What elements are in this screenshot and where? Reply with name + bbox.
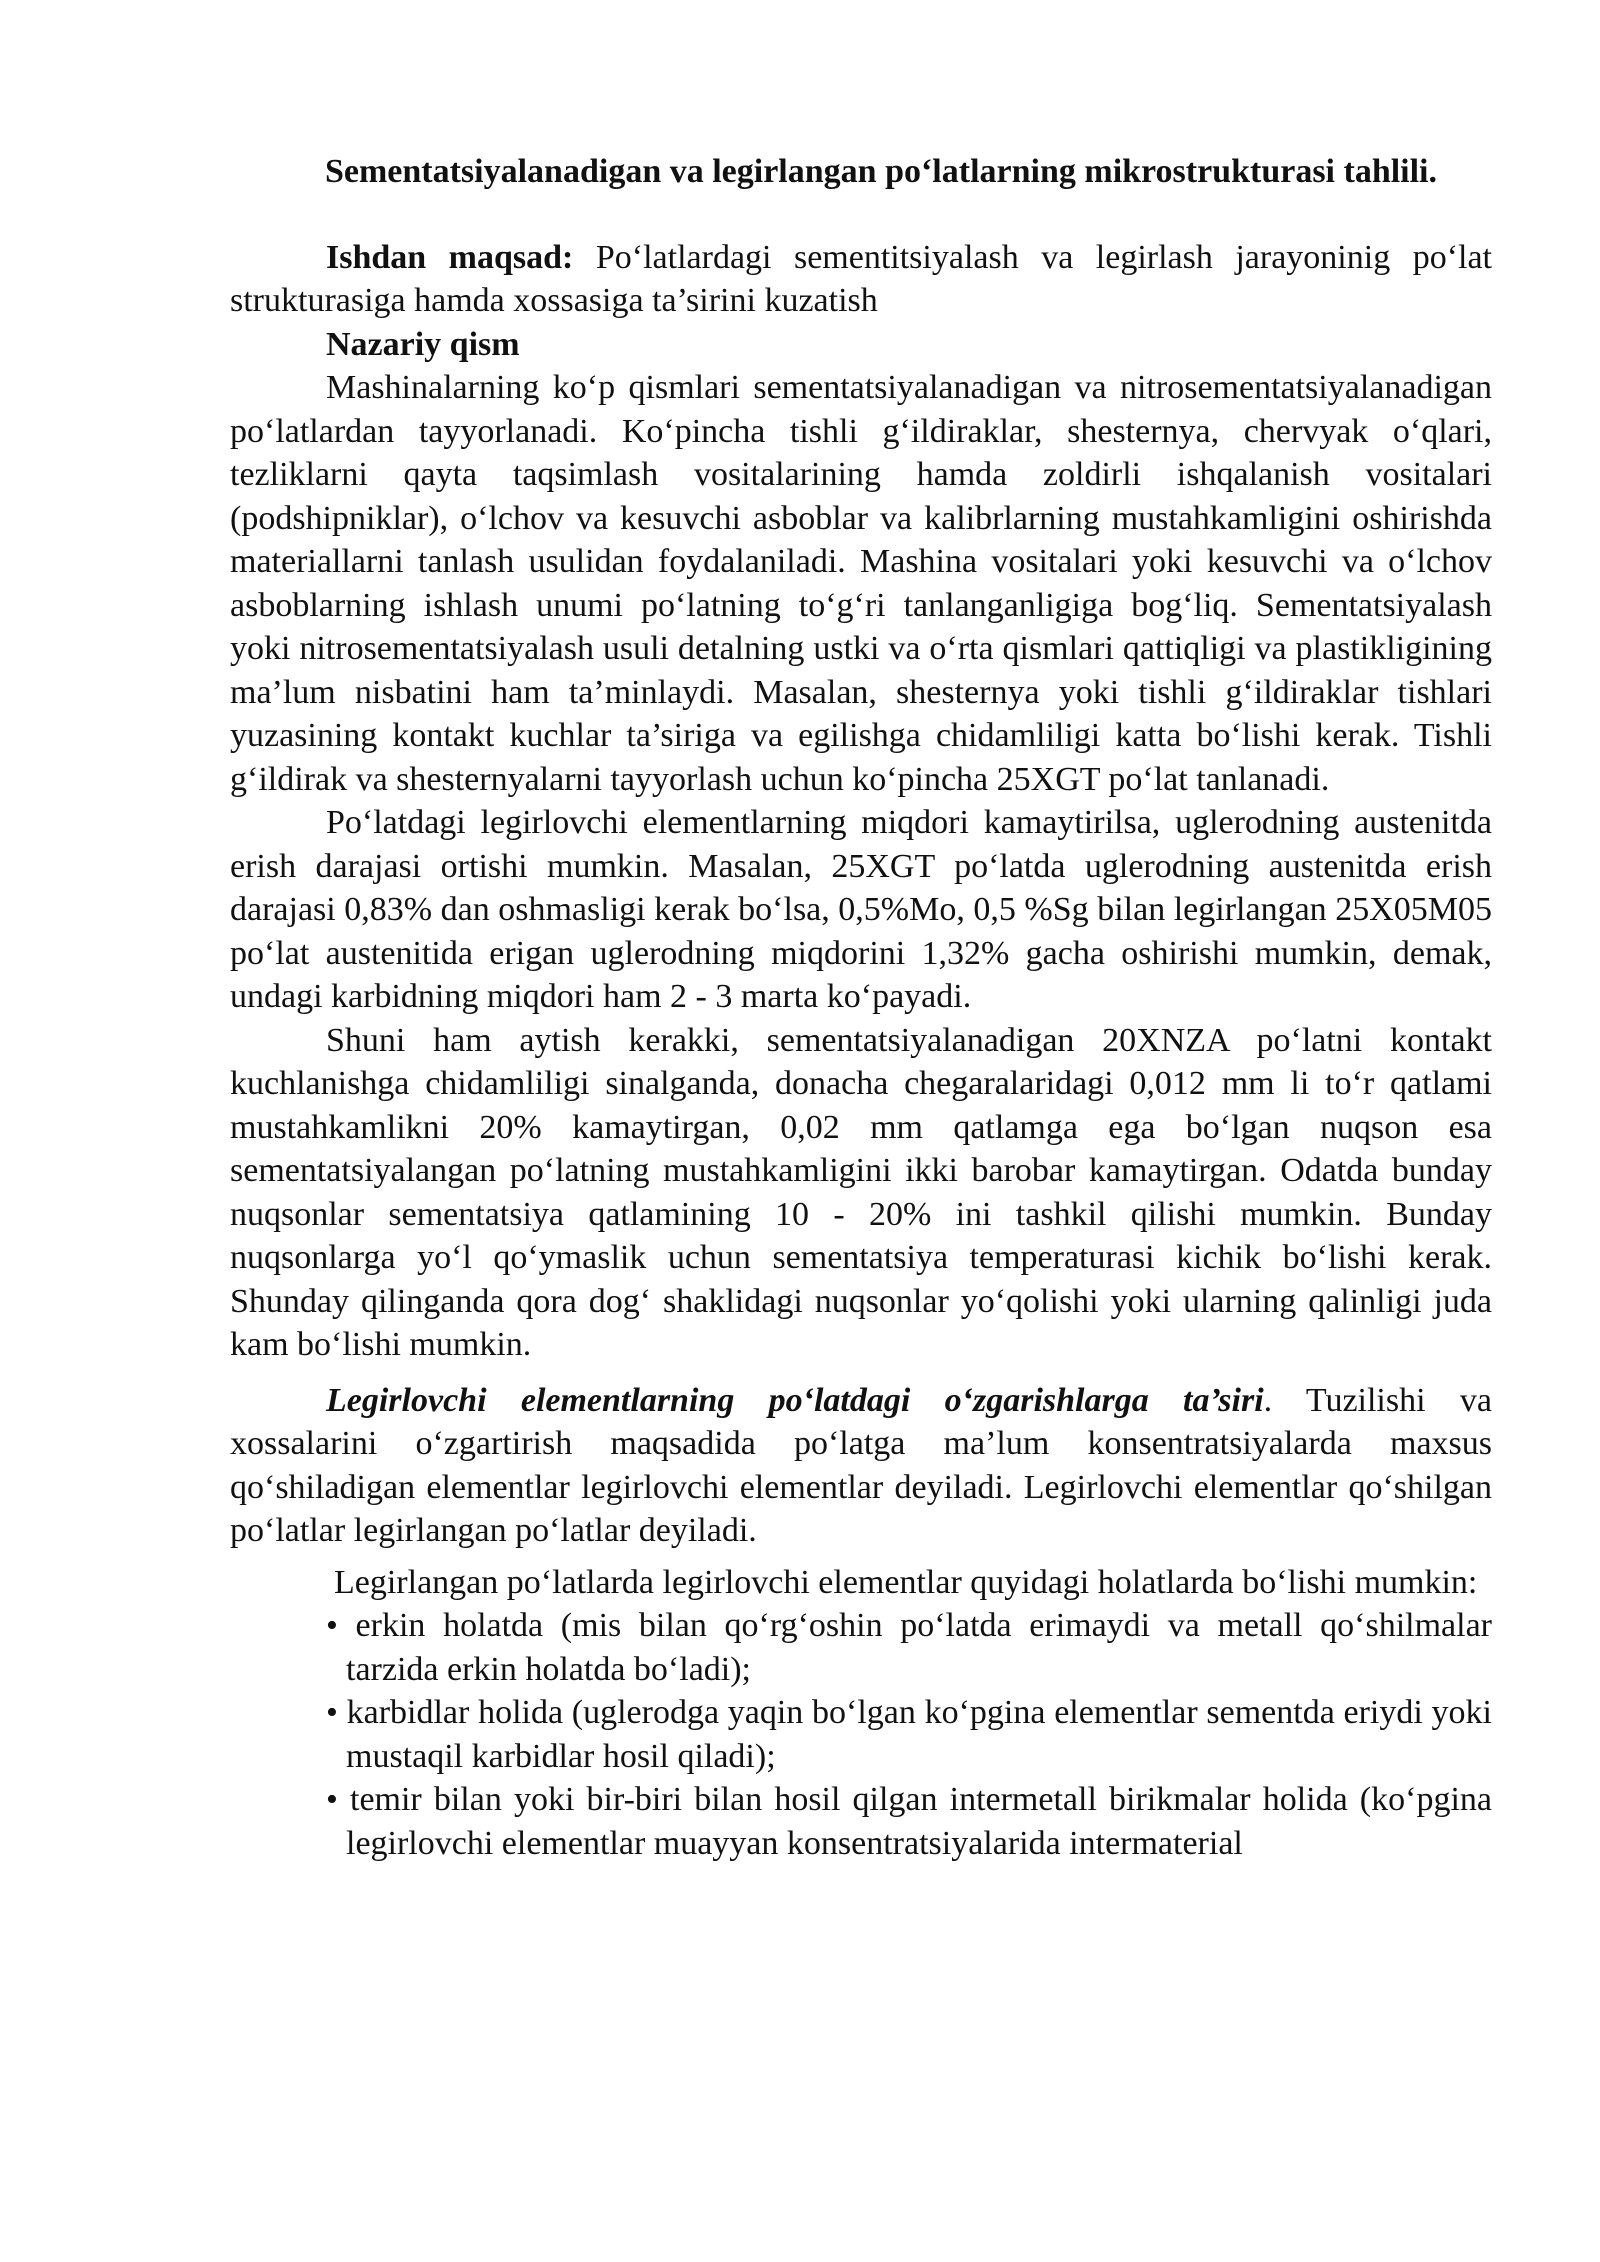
goal-label: Ishdan maqsad: bbox=[326, 238, 574, 276]
states-intro: Legirlangan po‘latlarda legirlovchi elementlar quyidagi holatlarda bo‘lishi mumkin: bbox=[334, 1563, 1478, 1601]
alloying-text: . Tuzilishi va xossalarini o‘zgartirish maqsadida po‘latga ma’lum konsentratsiyalarda maxsus qo‘shiladigan elementlar legirlovchi elementlar deyiladi. Legirlovchi elementlar qo‘shilgan po‘latlar legirlangan po‘latlar deyiladi. bbox=[230, 1381, 1492, 1549]
goal-paragraph bbox=[230, 236, 1492, 323]
list-item-text: • temir bilan yoki bir-biri bilan hosil qilgan intermetall birikmalar holida (ko‘pgina legirlovchi elementlar muayyan konsentratsiyalarida intermaterial bbox=[326, 1781, 1492, 1862]
paragraph-machine-parts: Mashinalarning ko‘p qismlari sementatsiyalanadigan va nitrosementatsiyalanadigan po‘latlardan tayyorlanadi. Ko‘pincha tishli g‘ildiraklar, shesternya, chervyak o‘qlari, tezliklarni qayta taqsimlash vositalarining hamda zoldirli ishqalanish vositalari (podshipniklar), o‘lchov va kesuvchi asboblar va kalibrlarning mustahkamligini oshirishda materiallarni tanlash usulidan foydalaniladi. Mashina vositalari yoki kesuvchi va o‘lchov asboblarning ishlash unumi po‘latning to‘g‘ri tanlanganligiga bog‘liq. Sementatsiyalash yoki nitrosementatsiyalash usuli detalning ustki va o‘rta qismlari qattiqligi va plastikligining ma’lum nisbatini ham ta’minlaydi. Masalan, shesternya yoki tishli g‘ildiraklar tishlari yuzasining kontakt kuchlar ta’siriga va egilishga chidamliligi katta bo‘lishi kerak. Tishli g‘ildirak va shesternyalarni tayyorlash uchun ko‘pincha 25XGT po‘lat tanlanadi. bbox=[230, 369, 1492, 798]
document-page bbox=[230, 150, 1492, 1865]
alloying-paragraph bbox=[230, 1379, 1492, 1553]
alloying-heading: Legirlovchi elementlarning po‘latdagi o‘zgarishlarga ta’siri bbox=[326, 1381, 1264, 1419]
paragraph-carbon-solubility: Po‘latdagi legirlovchi elementlarning miqdori kamaytirilsa, uglerodning austenitda erish darajasi ortishi mumkin. Masalan, 25XGT po‘latda uglerodning austenitda erish darajasi 0,83% dan oshmasligi kerak bo‘lsa, 0,5%Mo, 0,5 %Sg bilan legirlangan 25X05M05 po‘lat austenitida erigan uglerodning miqdorini 1,32% gacha oshirishi mumkin, demak, undagi karbidning miqdori ham 2 - 3 marta ko‘payadi. bbox=[230, 804, 1492, 1015]
list-item-text: • erkin holatda (mis bilan qo‘rg‘oshin po‘latda erimaydi va metall qo‘shilmalar tarzida erkin holatda bo‘ladi); bbox=[326, 1607, 1492, 1688]
list-item bbox=[326, 1778, 1492, 1865]
list-item-text: • karbidlar holida (uglerodga yaqin bo‘lgan ko‘pgina elementlar sementda eriydi yoki mustaqil karbidlar hosil qiladi); bbox=[326, 1694, 1492, 1775]
list-item bbox=[326, 1691, 1492, 1778]
states-list bbox=[230, 1604, 1492, 1865]
document-title: Sementatsiyalanadigan va legirlangan po‘latlarning mikrostrukturasi tahlili. bbox=[324, 153, 1438, 190]
list-item bbox=[326, 1604, 1492, 1691]
goal-text: Po‘latlardagi sementitsiyalash va legirlash jarayoninig po‘lat strukturasiga hamda xossasiga ta’sirini kuzatish bbox=[230, 238, 1492, 319]
paragraph-defects: Shuni ham aytish kerakki, sementatsiyalanadigan 20XNZA po‘latni kontakt kuchlanishga chidamliligi sinalganda, donacha chegaralaridagi 0,012 mm li to‘r qatlami mustahkamlikni 20% kamaytirgan, 0,02 mm qatlamga ega bo‘lgan nuqson esa sementatsiyalangan po‘latning mustahkamligini ikki barobar kamaytirgan. Odatda bunday nuqsonlar sementatsiya qatlamining 10 - 20% ini tashkil qilishi mumkin. Bunday nuqsonlarga yo‘l qo‘ymaslik uchun sementatsiya temperaturasi kichik bo‘lishi kerak. Shunday qilinganda qora dog‘ shaklidagi nuqsonlar yo‘qolishi yoki ularning qalinligi juda kam bo‘lishi mumkin. bbox=[230, 1021, 1492, 1363]
theory-heading: Nazariy qism bbox=[326, 325, 520, 363]
